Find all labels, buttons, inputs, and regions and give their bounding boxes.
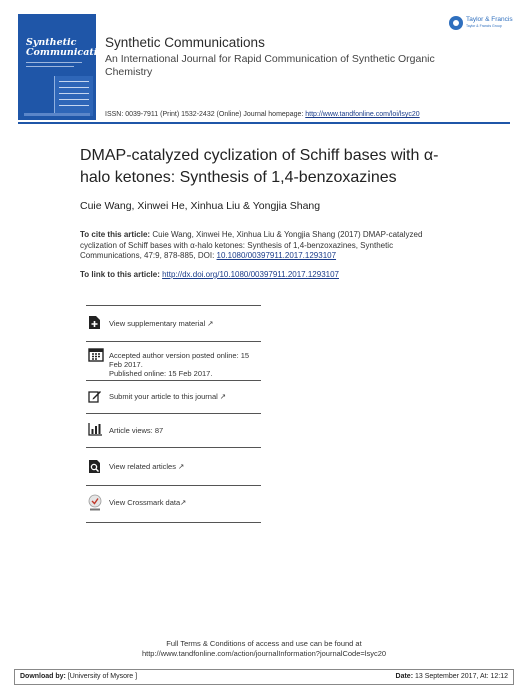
action-related-articles[interactable] — [86, 447, 261, 485]
external-link-icon: ↗ — [219, 392, 227, 401]
issn-line — [105, 111, 420, 118]
publisher-name: Taylor & Francis — [466, 16, 513, 23]
cover-contents-box — [54, 76, 93, 116]
publication-dates-text: Accepted author version posted online: 15 Feb 2017. Published online: 15 Feb 2017. — [109, 351, 250, 378]
journal-subtitle: An International Journal for Rapid Communication of Synthetic Organic Chemistry — [105, 53, 435, 78]
publisher-logo-icon — [449, 16, 463, 30]
download-date — [396, 673, 508, 680]
article-link-block — [80, 270, 339, 279]
action-article-views — [86, 413, 261, 447]
article-link-url[interactable]: http://dx.doi.org/10.1080/00397911.2017.1293107 — [162, 270, 339, 279]
external-link-icon: ↗ — [178, 462, 185, 471]
article-views-text: Article views: 87 — [109, 426, 164, 435]
supplement-icon — [88, 315, 101, 330]
action-crossmark[interactable] — [86, 485, 261, 522]
article-authors: Cuie Wang, Xinwei He, Xinhua Liu & Yongjia Shang — [80, 200, 321, 212]
action-label: View supplementary material — [109, 319, 206, 328]
download-by-value: [University of Mysore ] — [65, 673, 138, 680]
download-info-bar — [14, 669, 514, 685]
terms-url[interactable]: http://www.tandfonline.com/action/journalInformation?journalCode=lsyc20 — [141, 649, 387, 658]
download-by — [20, 673, 137, 680]
bar-chart-icon — [88, 422, 103, 436]
citation-text: Cuie Wang, Xinwei He, Xinhua Liu & Yongjia Shang (2017) DMAP-catalyzed cyclization of Schiff bases with α-halo ketones: Synthesis of 1,4-benzoxazines, Synthetic Communications, 47:9, 878-885, DOI: — [80, 230, 423, 260]
issn-text: ISSN: 0039-7911 (Print) 1532-2432 (Online) Journal homepage: — [105, 111, 306, 118]
action-publication-dates — [86, 341, 261, 380]
article-title: DMAP-catalyzed cyclization of Schiff bases with α-halo ketones: Synthesis of 1,4-benzoxazines — [80, 147, 439, 186]
search-icon — [88, 459, 102, 474]
external-link-icon: ↗ — [180, 498, 187, 507]
download-by-label: Download by: — [20, 673, 66, 680]
terms-note — [0, 639, 528, 659]
actions-divider — [86, 522, 261, 523]
journal-title: Synthetic Communications — [105, 35, 265, 50]
header-divider — [18, 122, 510, 124]
publisher-group: Taylor & Francis Group — [466, 24, 502, 28]
publisher-logo — [449, 14, 511, 34]
citation-block — [80, 230, 450, 262]
article-link-label: To link to this article: — [80, 270, 163, 279]
action-submit-article[interactable] — [86, 380, 261, 413]
download-date-value: 13 September 2017, At: 12:12 — [413, 673, 508, 680]
citation-doi-link[interactable]: 10.1080/00397911.2017.1293107 — [216, 251, 337, 260]
edit-icon — [88, 389, 102, 403]
journal-homepage-link[interactable]: http://www.tandfonline.com/loi/lsyc20 — [305, 111, 420, 118]
action-label: View related articles — [109, 462, 176, 471]
action-label: View Crossmark data — [109, 498, 181, 507]
calendar-icon — [88, 347, 104, 362]
terms-line: Full Terms & Conditions of access and use can be found at — [166, 639, 362, 648]
download-date-label: Date: — [395, 673, 414, 680]
action-label: Submit your article to this journal — [109, 392, 218, 401]
journal-cover-image — [18, 14, 116, 120]
cover-title: Synthetic Communications — [26, 37, 116, 58]
article-actions — [86, 305, 261, 523]
external-link-icon: ↗ — [207, 319, 214, 328]
action-view-supplementary[interactable] — [86, 305, 261, 341]
citation-label: To cite this article: — [80, 230, 151, 239]
crossmark-icon — [88, 494, 102, 512]
